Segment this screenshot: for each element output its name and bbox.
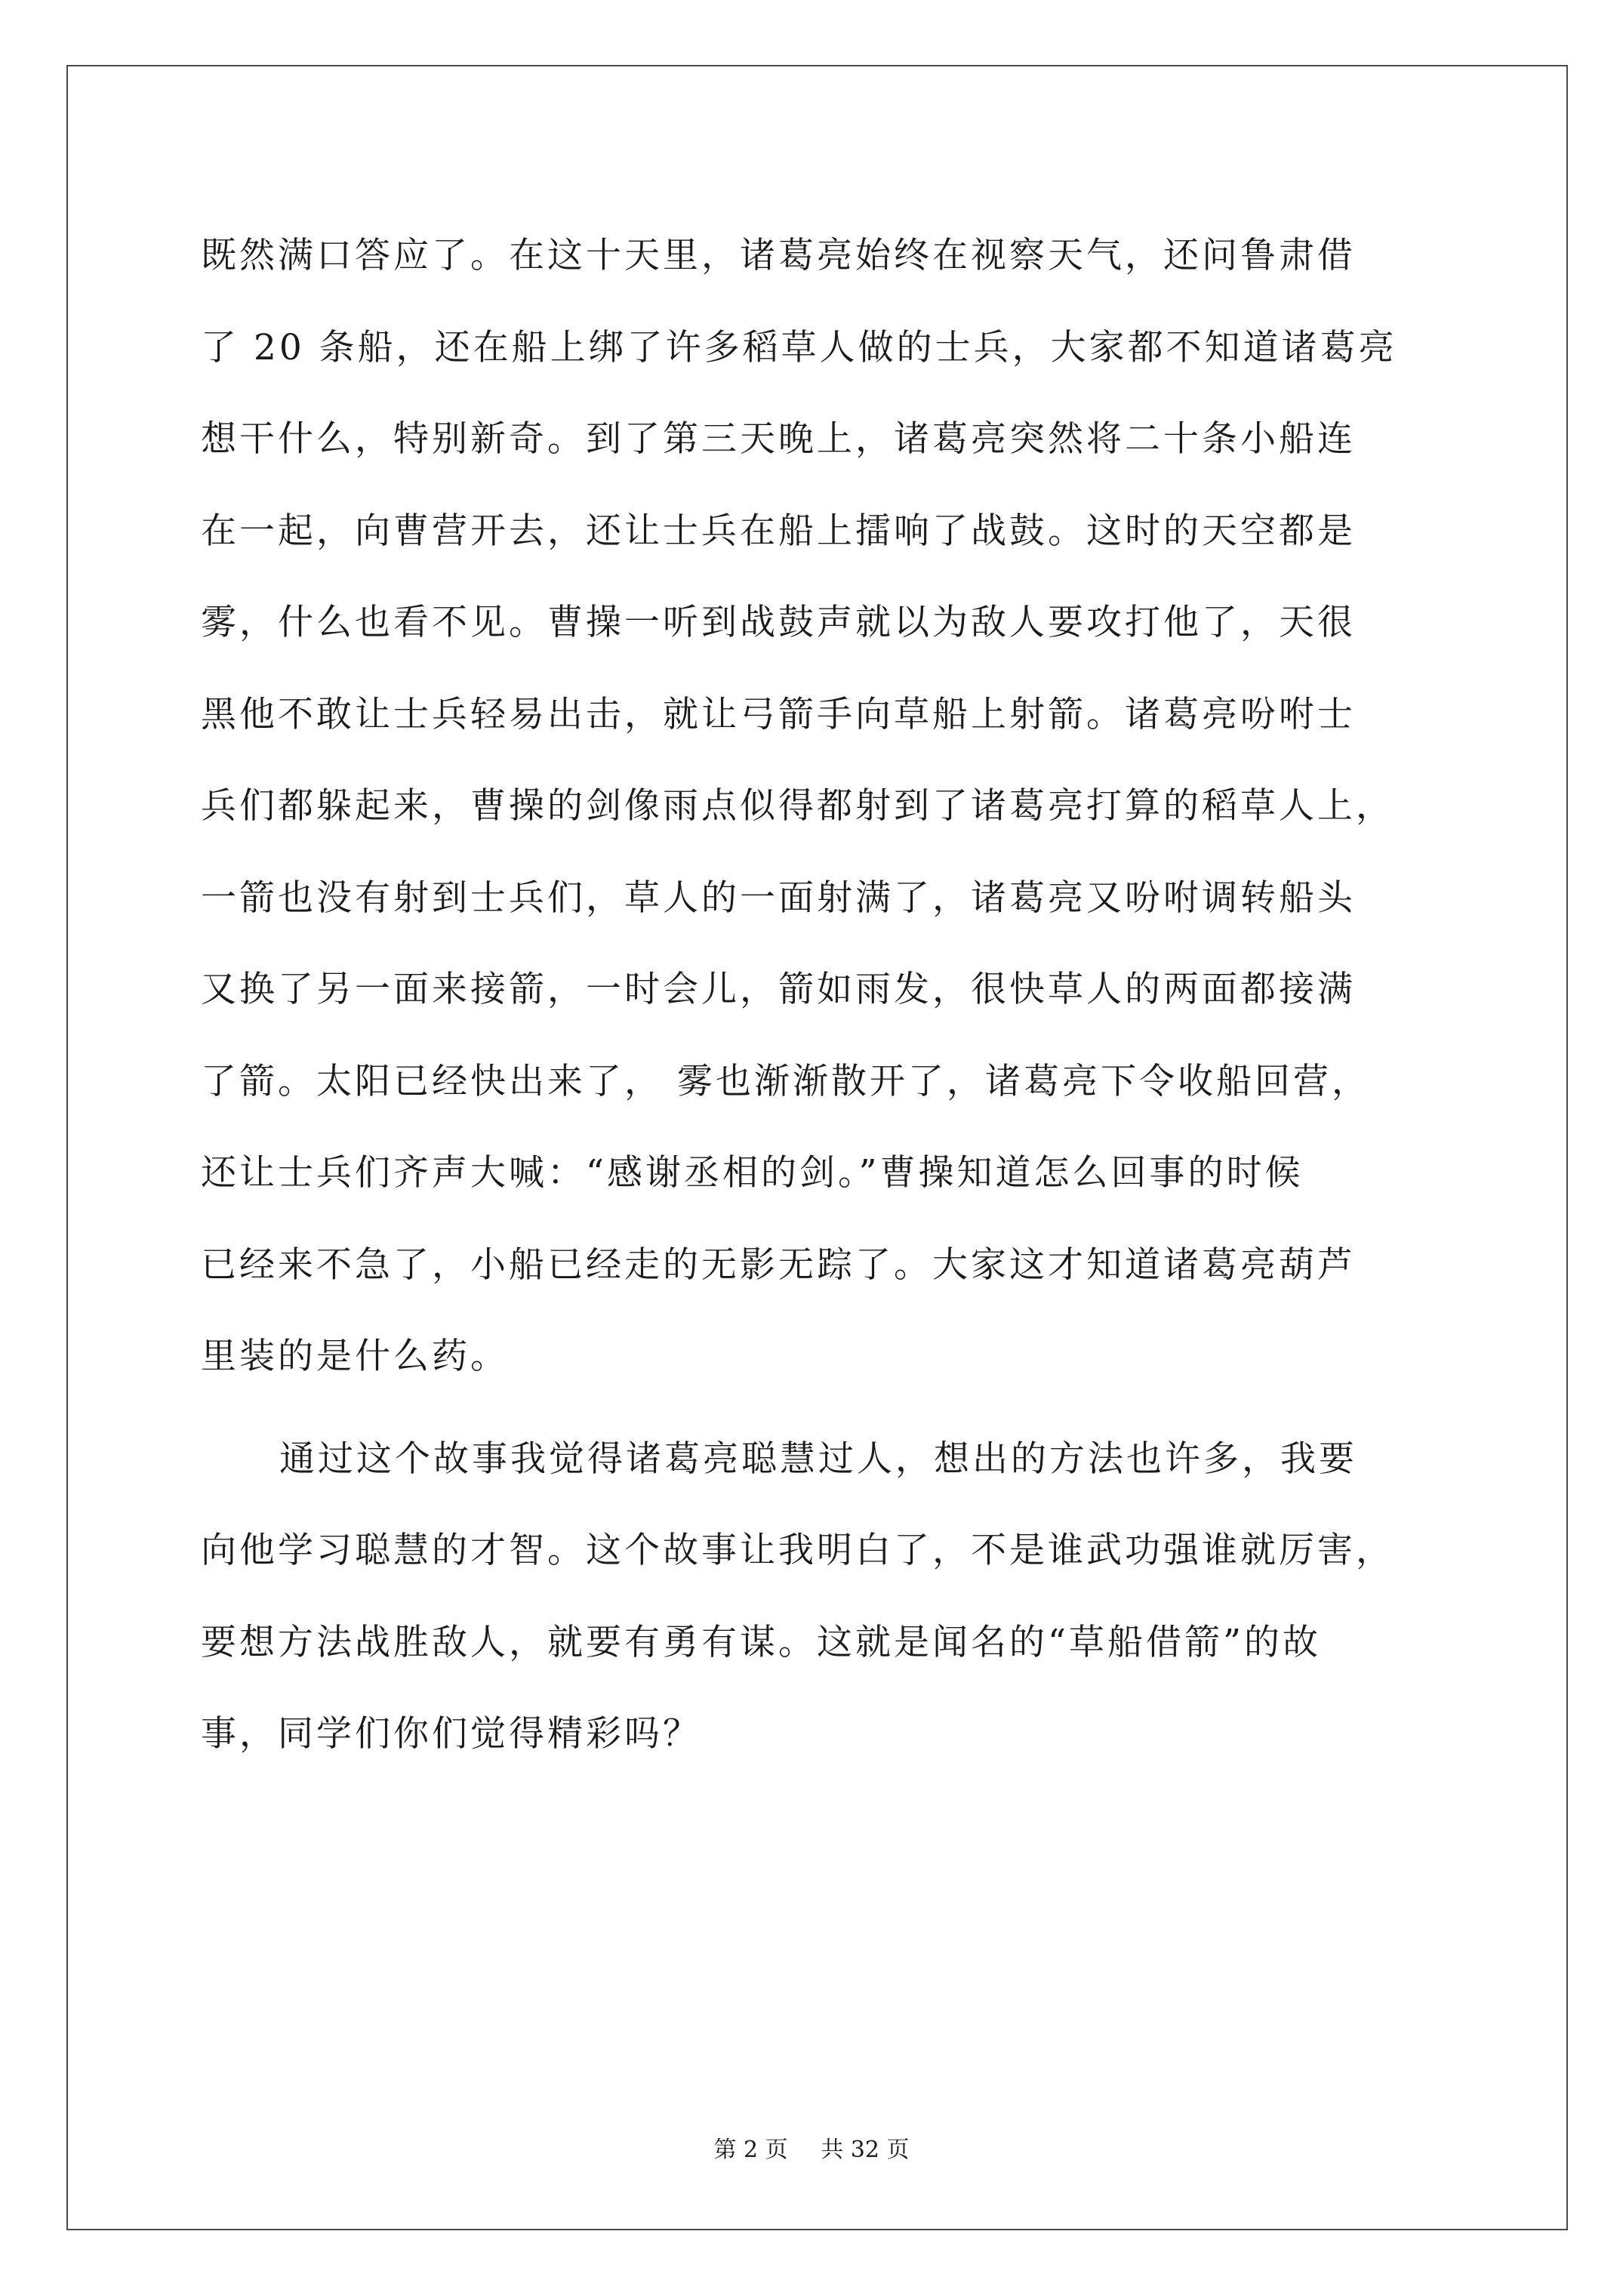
paragraph-2: [201, 1413, 1439, 1780]
text-line: 事，同学们你们觉得精彩吗？: [201, 1713, 701, 1755]
text-line: 黑他不敢让士兵轻易出击，就让弓箭手向草船上射箭。诸葛亮吩咐士: [201, 693, 1356, 735]
text-line: 了箭。太阳已经快出来了， 雾也渐渐散开了，诸葛亮下令收船回营，: [201, 1060, 1370, 1102]
text-line: 要想方法战胜敌人，就要有勇有谋。这就是闻名的“草船借箭”的故: [201, 1621, 1322, 1663]
page-total: 共 32 页: [821, 2137, 910, 2163]
paragraph-1: [201, 210, 1439, 1403]
document-body: [201, 210, 1439, 1780]
text-line: 还让士兵们齐声大喊：“感谢丞相的剑。”曹操知道怎么回事的时候: [201, 1152, 1304, 1194]
page-footer: [0, 2135, 1623, 2165]
text-line: 向他学习聪慧的才智。这个故事让我明白了，不是谁武功强谁就厉害，: [201, 1530, 1394, 1571]
text-line: 雾，什么也看不见。曹操一听到战鼓声就以为敌人要攻打他了，天很: [201, 602, 1356, 643]
page-number: 第 2 页: [713, 2137, 788, 2163]
text-line: 里装的是什么药。: [201, 1336, 509, 1377]
text-line: 一箭也没有射到士兵们，草人的一面射满了，诸葛亮又吩咐调转船头: [201, 877, 1356, 919]
text-line: 兵们都躲起来，曹操的剑像雨点似得都射到了诸葛亮打算的稻草人上，: [201, 785, 1394, 827]
text-line: 了 20 条船，还在船上绑了许多稻草人做的士兵，大家都不知道诸葛亮: [201, 326, 1397, 368]
text-line: 已经来不急了，小船已经走的无影无踪了。大家这才知道诸葛亮葫芦: [201, 1244, 1356, 1286]
text-line: 在一起，向曹营开去，还让士兵在船上擂响了战鼓。这时的天空都是: [201, 510, 1356, 552]
text-line: 又换了另一面来接箭，一时会儿，箭如雨发，很快草人的两面都接满: [201, 969, 1356, 1010]
text-line-indented: 通过这个故事我觉得诸葛亮聪慧过人，想出的方法也许多，我要: [279, 1438, 1357, 1480]
text-line: 既然满口答应了。在这十天里，诸葛亮始终在视察天气，还问鲁肃借: [201, 235, 1356, 276]
text-line: 想干什么，特别新奇。到了第三天晚上，诸葛亮突然将二十条小船连: [201, 418, 1356, 460]
